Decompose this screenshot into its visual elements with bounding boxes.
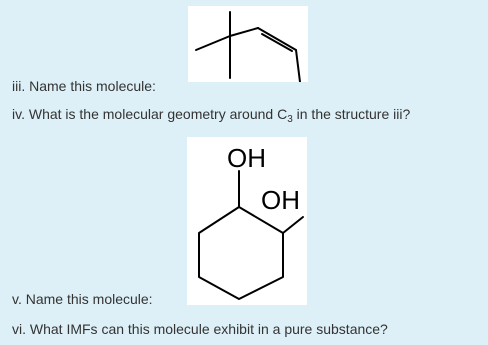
question-iii: iii. Name this molecule:	[12, 78, 156, 94]
methyl-bond-left	[196, 36, 230, 50]
question-iv	[12, 105, 410, 129]
diol-skeletal-drawing	[187, 137, 307, 305]
alkene-skeletal-drawing	[188, 6, 308, 82]
question-iv-prefix: iv. What is the molecular geometry around C	[12, 106, 288, 122]
single-bond-terminal	[296, 50, 300, 82]
double-bond-inner	[262, 34, 292, 51]
alkene-structure-figure	[188, 6, 308, 82]
question-iv-suffix: in the structure iii?	[292, 106, 411, 122]
cyclohexane-ring	[199, 207, 283, 299]
question-v: v. Name this molecule:	[12, 291, 153, 307]
single-bond-c-c	[230, 28, 258, 36]
c2-oh-bond	[283, 217, 303, 233]
hydroxyl-label-top: OH	[227, 143, 266, 173]
diol-structure-figure	[187, 137, 307, 305]
hydroxyl-label-side: OH	[261, 185, 300, 215]
question-vi: vi. What IMFs can this molecule exhibit in a pure substance?	[12, 321, 388, 337]
question-iv-subscript: 3	[287, 114, 293, 125]
double-bond-outer	[258, 28, 296, 50]
